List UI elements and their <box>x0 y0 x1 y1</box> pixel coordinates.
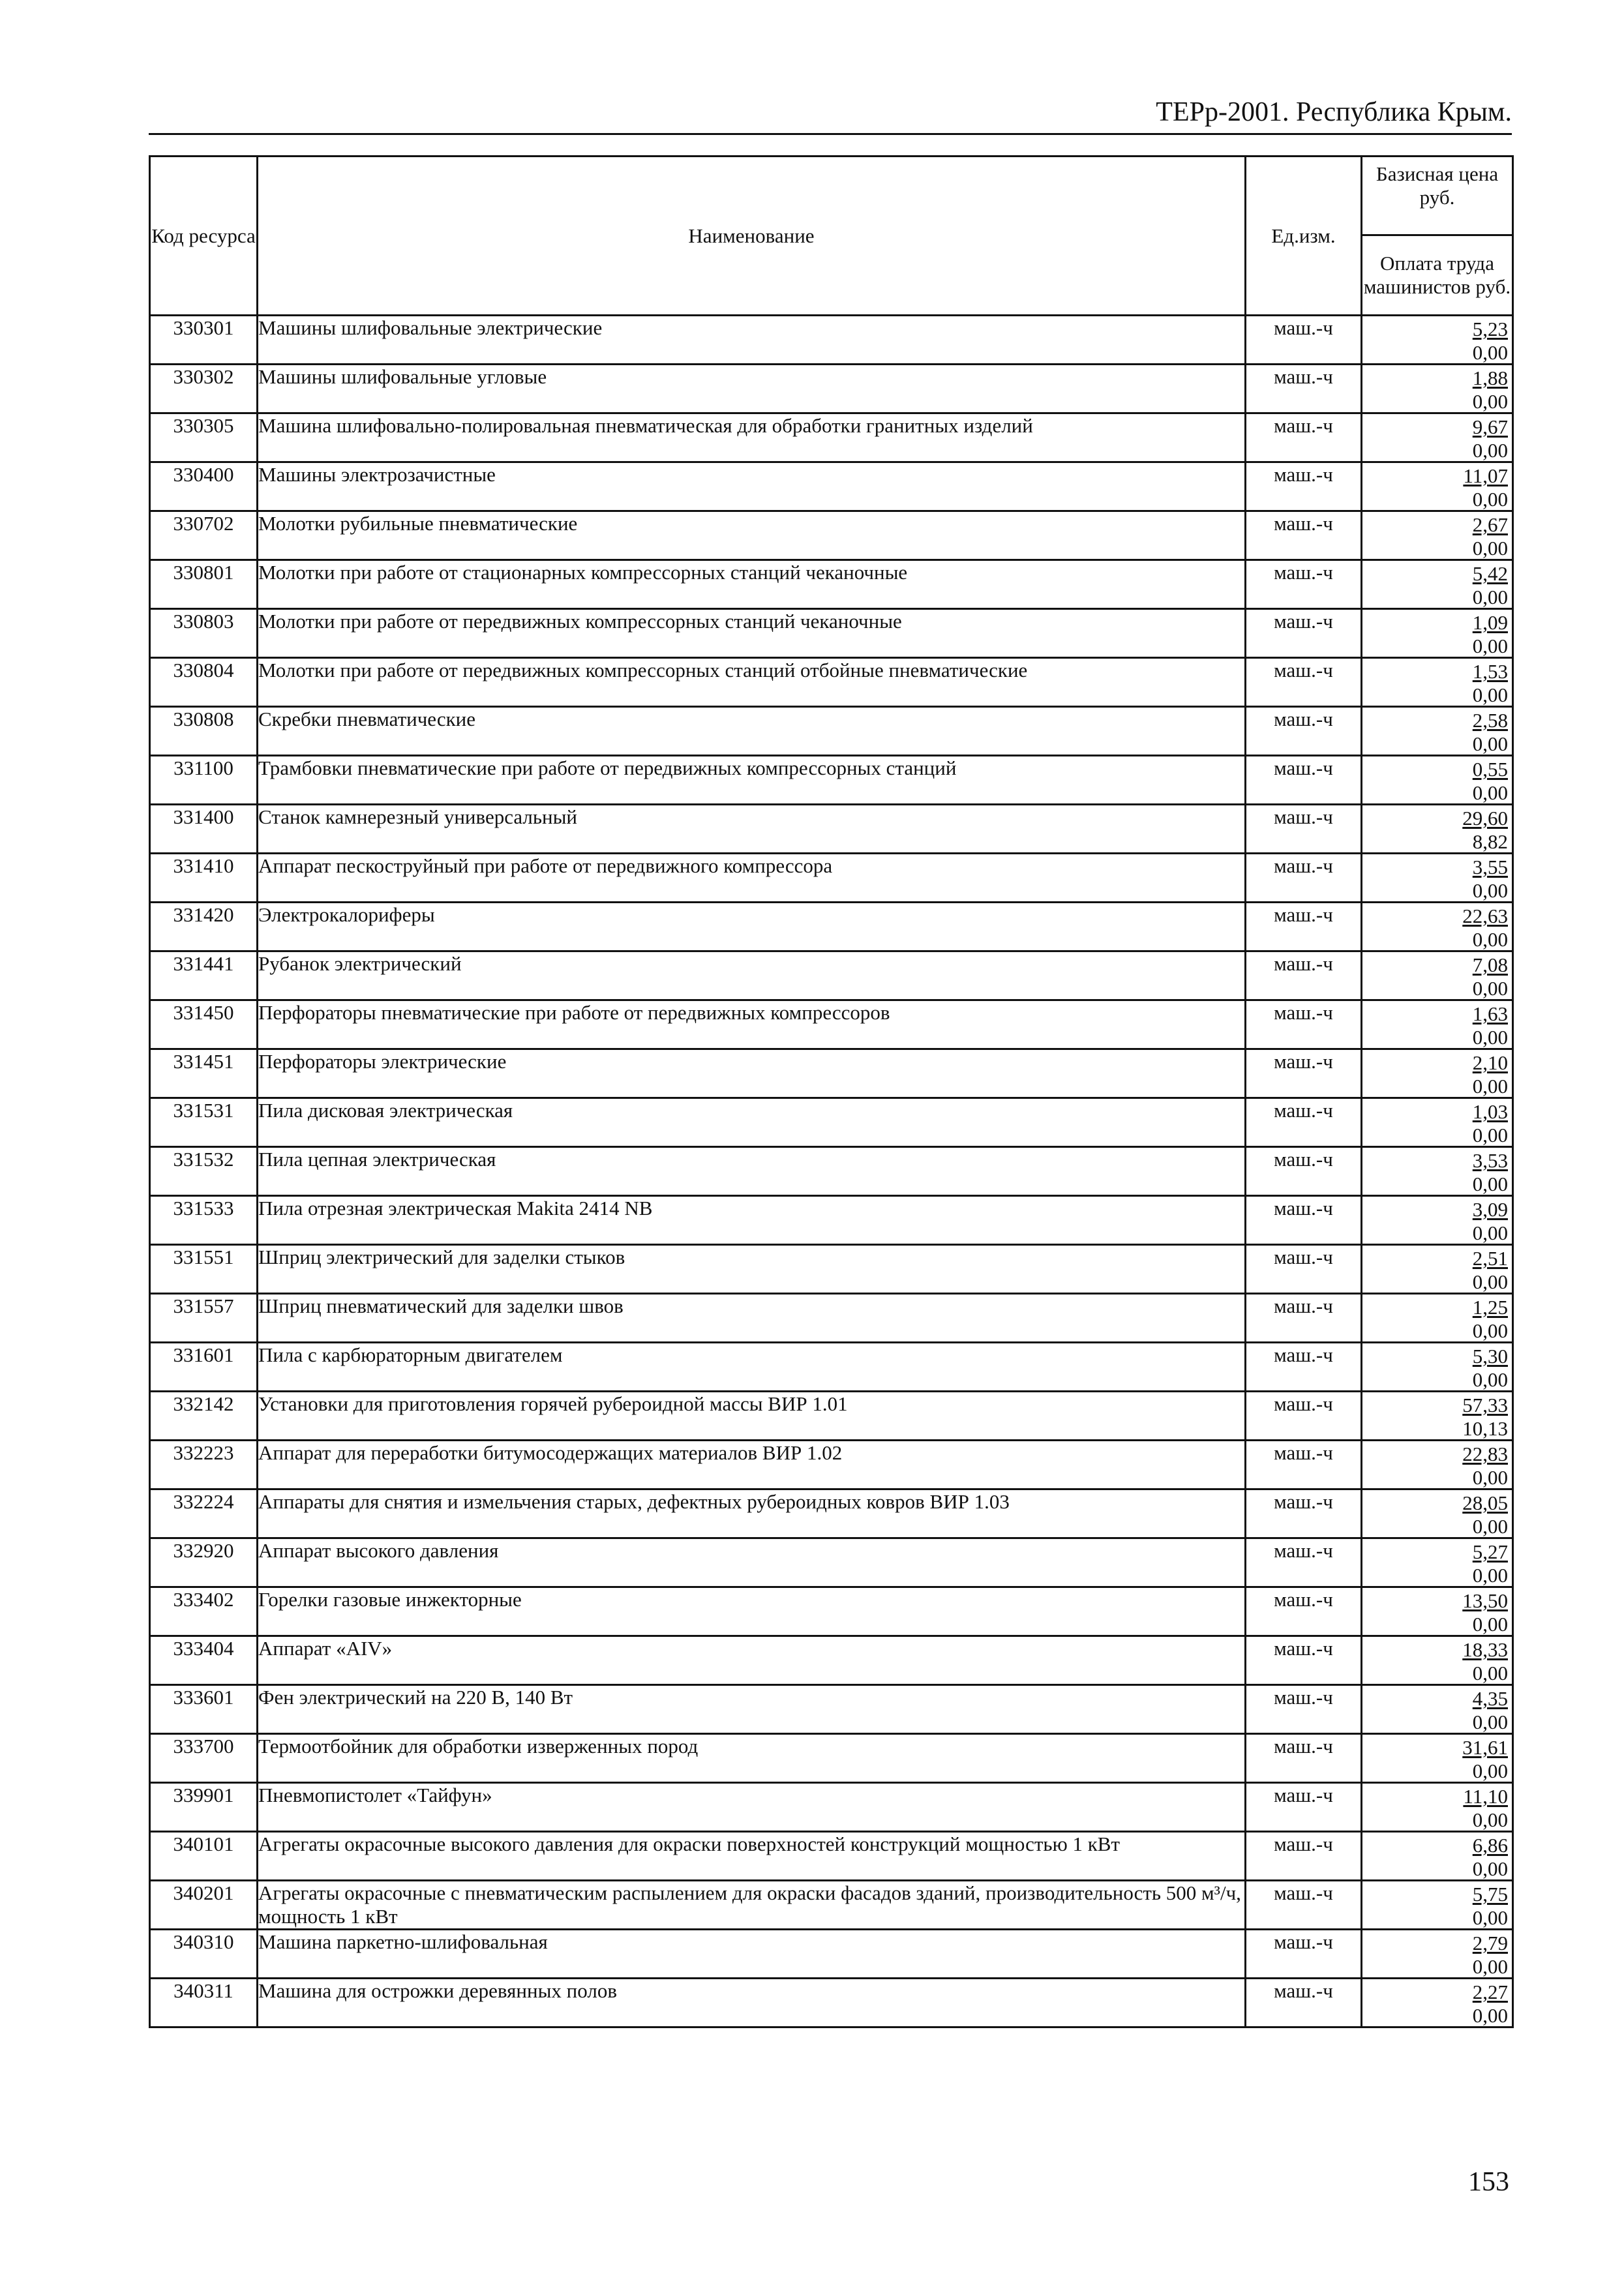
resource-code: 331532 <box>150 1147 258 1196</box>
resource-code: 333404 <box>150 1636 258 1685</box>
base-price-value: 2,79 <box>1472 1932 1508 1954</box>
resource-code: 332223 <box>150 1441 258 1489</box>
resource-name: Трамбовки пневматические при работе от передвижных компрессорных станций <box>258 756 1246 805</box>
price-cell <box>1362 903 1513 951</box>
base-price-value: 5,27 <box>1472 1540 1508 1563</box>
resource-name: Термоотбойник для обработки изверженных пород <box>258 1734 1246 1783</box>
unit-of-measure: маш.-ч <box>1246 1979 1362 2027</box>
table-row <box>150 1147 1513 1196</box>
price-cell <box>1362 1343 1513 1392</box>
labor-cost-value: 0,00 <box>1472 1368 1508 1391</box>
unit-of-measure: маш.-ч <box>1246 1343 1362 1392</box>
labor-cost-value: 0,00 <box>1472 488 1508 511</box>
unit-of-measure: маш.-ч <box>1246 1147 1362 1196</box>
labor-cost-value: 0,00 <box>1472 1466 1508 1489</box>
base-price-value: 28,05 <box>1462 1491 1508 1514</box>
resource-code: 340101 <box>150 1832 258 1881</box>
table-row <box>150 1489 1513 1538</box>
column-header-name: Наименование <box>258 157 1246 316</box>
labor-cost-value: 0,00 <box>1472 977 1508 1000</box>
price-cell <box>1362 1979 1513 2027</box>
base-price-value: 22,63 <box>1462 905 1508 927</box>
resource-name: Шприц пневматический для заделки швов <box>258 1294 1246 1343</box>
labor-cost-value: 0,00 <box>1472 537 1508 560</box>
base-price-value: 1,53 <box>1472 660 1508 683</box>
table-row <box>150 854 1513 903</box>
resource-code: 333402 <box>150 1587 258 1636</box>
resource-code: 340201 <box>150 1881 258 1930</box>
base-price-value: 31,61 <box>1462 1736 1508 1759</box>
resource-name: Молотки при работе от передвижных компрессорных станций отбойные пневматические <box>258 658 1246 707</box>
resource-name: Пила с карбюраторным двигателем <box>258 1343 1246 1392</box>
resource-code: 330400 <box>150 462 258 511</box>
base-price-value: 29,60 <box>1462 807 1508 830</box>
labor-cost-value: 0,00 <box>1472 1221 1508 1244</box>
price-cell <box>1362 1392 1513 1441</box>
resource-code: 333601 <box>150 1685 258 1734</box>
resource-name: Пила отрезная электрическая Makita 2414 NB <box>258 1196 1246 1245</box>
resource-code: 340311 <box>150 1979 258 2027</box>
labor-cost-value: 0,00 <box>1472 732 1508 755</box>
resource-name: Шприц электрический для заделки стыков <box>258 1245 1246 1294</box>
price-cell <box>1362 805 1513 854</box>
price-cell <box>1362 1441 1513 1489</box>
base-price-value: 0,55 <box>1472 758 1508 781</box>
labor-cost-value: 0,00 <box>1472 1515 1508 1538</box>
unit-of-measure: маш.-ч <box>1246 756 1362 805</box>
resource-code: 331601 <box>150 1343 258 1392</box>
price-cell <box>1362 1196 1513 1245</box>
labor-cost-value: 0,00 <box>1472 1319 1508 1342</box>
resource-code: 331551 <box>150 1245 258 1294</box>
unit-of-measure: маш.-ч <box>1246 951 1362 1000</box>
resource-name: Машина шлифовально-полировальная пневматическая для обработки гранитных изделий <box>258 413 1246 462</box>
base-price-value: 1,63 <box>1472 1002 1508 1025</box>
price-cell <box>1362 1000 1513 1049</box>
running-header: ТЕРр-2001. Республика Крым. <box>1156 97 1512 127</box>
table-row <box>150 1636 1513 1685</box>
labor-cost-value: 0,00 <box>1472 683 1508 706</box>
labor-cost-value: 0,00 <box>1472 1808 1508 1831</box>
table-row <box>150 1979 1513 2027</box>
table-row <box>150 1930 1513 1979</box>
base-price-value: 11,07 <box>1463 464 1508 487</box>
resource-name: Машины шлифовальные угловые <box>258 365 1246 413</box>
resource-code: 330302 <box>150 365 258 413</box>
resource-code: 330305 <box>150 413 258 462</box>
resource-name: Агрегаты окрасочные высокого давления для окраски поверхностей конструкций мощностью 1 кВт <box>258 1832 1246 1881</box>
table-row <box>150 1441 1513 1489</box>
table-row <box>150 1245 1513 1294</box>
unit-of-measure: маш.-ч <box>1246 805 1362 854</box>
resource-name: Установки для приготовления горячей рубероидной массы ВИР 1.01 <box>258 1392 1246 1441</box>
resource-code: 331100 <box>150 756 258 805</box>
price-cell <box>1362 1049 1513 1098</box>
resource-name: Аппарат «AIV» <box>258 1636 1246 1685</box>
price-cell <box>1362 1832 1513 1881</box>
base-price-value: 2,51 <box>1472 1247 1508 1270</box>
base-price-value: 6,86 <box>1472 1834 1508 1857</box>
table-row <box>150 1881 1513 1930</box>
base-price-value: 1,09 <box>1472 611 1508 634</box>
resource-code: 330803 <box>150 609 258 658</box>
resource-name: Агрегаты окрасочные с пневматическим распылением для окраски фасадов зданий, производительность 500 м³/ч, мощность 1 кВт <box>258 1881 1246 1930</box>
column-header-base-price: Базисная цена руб. <box>1362 157 1513 235</box>
resource-name: Пила дисковая электрическая <box>258 1098 1246 1147</box>
unit-of-measure: маш.-ч <box>1246 1734 1362 1783</box>
table-row <box>150 1000 1513 1049</box>
labor-cost-value: 0,00 <box>1472 1613 1508 1636</box>
page-number: 153 <box>1468 2167 1509 2197</box>
resource-name: Пила цепная электрическая <box>258 1147 1246 1196</box>
unit-of-measure: маш.-ч <box>1246 1685 1362 1734</box>
price-cell <box>1362 1245 1513 1294</box>
price-cell <box>1362 1098 1513 1147</box>
labor-cost-value: 10,13 <box>1462 1417 1508 1440</box>
labor-cost-value: 0,00 <box>1472 1955 1508 1978</box>
price-cell <box>1362 756 1513 805</box>
resource-code: 331557 <box>150 1294 258 1343</box>
resource-name: Станок камнерезный универсальный <box>258 805 1246 854</box>
table-row <box>150 1343 1513 1392</box>
labor-cost-value: 0,00 <box>1472 1711 1508 1733</box>
unit-of-measure: маш.-ч <box>1246 854 1362 903</box>
price-cell <box>1362 1587 1513 1636</box>
base-price-value: 2,27 <box>1472 1981 1508 2003</box>
labor-cost-value: 0,00 <box>1472 928 1508 951</box>
column-header-code: Код ресурса <box>150 157 258 316</box>
labor-cost-value: 0,00 <box>1472 1759 1508 1782</box>
resource-code: 333700 <box>150 1734 258 1783</box>
resource-code: 331531 <box>150 1098 258 1147</box>
resource-code: 331441 <box>150 951 258 1000</box>
labor-cost-value: 0,00 <box>1472 341 1508 364</box>
resource-code: 330301 <box>150 316 258 365</box>
price-cell <box>1362 658 1513 707</box>
resource-name: Аппарат высокого давления <box>258 1538 1246 1587</box>
resource-name: Горелки газовые инжекторные <box>258 1587 1246 1636</box>
table-row <box>150 462 1513 511</box>
price-cell <box>1362 1489 1513 1538</box>
table-row <box>150 1049 1513 1098</box>
resource-name: Фен электрический на 220 В, 140 Вт <box>258 1685 1246 1734</box>
resource-name: Аппараты для снятия и измельчения старых, дефектных рубероидных ковров ВИР 1.03 <box>258 1489 1246 1538</box>
price-cell <box>1362 1147 1513 1196</box>
labor-cost-value: 0,00 <box>1472 586 1508 608</box>
price-cell <box>1362 1294 1513 1343</box>
base-price-value: 2,58 <box>1472 709 1508 732</box>
resource-code: 339901 <box>150 1783 258 1832</box>
price-cell <box>1362 1538 1513 1587</box>
labor-cost-value: 0,00 <box>1472 1270 1508 1293</box>
price-cell <box>1362 316 1513 365</box>
table-row <box>150 1685 1513 1734</box>
labor-cost-value: 0,00 <box>1472 1075 1508 1098</box>
price-cell <box>1362 951 1513 1000</box>
base-price-value: 2,67 <box>1472 513 1508 536</box>
unit-of-measure: маш.-ч <box>1246 413 1362 462</box>
resource-name: Молотки рубильные пневматические <box>258 511 1246 560</box>
base-price-value: 3,53 <box>1472 1149 1508 1172</box>
unit-of-measure: маш.-ч <box>1246 1538 1362 1587</box>
base-price-value: 9,67 <box>1472 415 1508 438</box>
table-row <box>150 413 1513 462</box>
table-row <box>150 1538 1513 1587</box>
labor-cost-value: 0,00 <box>1472 781 1508 804</box>
header-rule <box>149 133 1512 135</box>
price-cell <box>1362 560 1513 609</box>
base-price-value: 22,83 <box>1462 1443 1508 1465</box>
labor-cost-value: 0,00 <box>1472 2004 1508 2027</box>
unit-of-measure: маш.-ч <box>1246 609 1362 658</box>
resource-name: Пневмопистолет «Тайфун» <box>258 1783 1246 1832</box>
table-row <box>150 903 1513 951</box>
base-price-value: 5,42 <box>1472 562 1508 585</box>
labor-cost-value: 8,82 <box>1472 830 1508 853</box>
price-cell <box>1362 1783 1513 1832</box>
resource-code: 330801 <box>150 560 258 609</box>
resource-name: Скребки пневматические <box>258 707 1246 756</box>
labor-cost-value: 0,00 <box>1472 1857 1508 1880</box>
resource-name: Молотки при работе от передвижных компрессорных станций чеканочные <box>258 609 1246 658</box>
unit-of-measure: маш.-ч <box>1246 1196 1362 1245</box>
unit-of-measure: маш.-ч <box>1246 1294 1362 1343</box>
unit-of-measure: маш.-ч <box>1246 1587 1362 1636</box>
resource-name: Аппарат пескоструйный при работе от передвижного компрессора <box>258 854 1246 903</box>
table-row <box>150 1098 1513 1147</box>
unit-of-measure: маш.-ч <box>1246 1489 1362 1538</box>
unit-of-measure: маш.-ч <box>1246 1441 1362 1489</box>
price-cell <box>1362 1685 1513 1734</box>
base-price-value: 3,55 <box>1472 856 1508 878</box>
table-row <box>150 316 1513 365</box>
unit-of-measure: маш.-ч <box>1246 1098 1362 1147</box>
labor-cost-value: 0,00 <box>1472 1564 1508 1587</box>
resource-code: 331451 <box>150 1049 258 1098</box>
base-price-value: 5,30 <box>1472 1345 1508 1368</box>
resource-name: Рубанок электрический <box>258 951 1246 1000</box>
base-price-value: 1,88 <box>1472 367 1508 389</box>
base-price-value: 18,33 <box>1462 1638 1508 1661</box>
unit-of-measure: маш.-ч <box>1246 658 1362 707</box>
table-row <box>150 756 1513 805</box>
base-price-value: 5,23 <box>1472 318 1508 340</box>
unit-of-measure: маш.-ч <box>1246 707 1362 756</box>
unit-of-measure: маш.-ч <box>1246 1000 1362 1049</box>
labor-cost-value: 0,00 <box>1472 1026 1508 1049</box>
labor-cost-value: 0,00 <box>1472 635 1508 657</box>
base-price-value: 13,50 <box>1462 1589 1508 1612</box>
table-row <box>150 1392 1513 1441</box>
resource-code: 340310 <box>150 1930 258 1979</box>
resource-code: 330808 <box>150 707 258 756</box>
resource-code: 332224 <box>150 1489 258 1538</box>
table-row <box>150 951 1513 1000</box>
unit-of-measure: маш.-ч <box>1246 462 1362 511</box>
price-cell <box>1362 413 1513 462</box>
table-row <box>150 609 1513 658</box>
resource-code: 330702 <box>150 511 258 560</box>
base-price-value: 5,75 <box>1472 1883 1508 1906</box>
table-row <box>150 658 1513 707</box>
resource-code: 332142 <box>150 1392 258 1441</box>
table-row <box>150 707 1513 756</box>
unit-of-measure: маш.-ч <box>1246 316 1362 365</box>
base-price-value: 57,33 <box>1462 1394 1508 1416</box>
resource-name: Молотки при работе от стационарных компрессорных станций чеканочные <box>258 560 1246 609</box>
resource-name: Машина паркетно-шлифовальная <box>258 1930 1246 1979</box>
unit-of-measure: маш.-ч <box>1246 511 1362 560</box>
price-cell <box>1362 511 1513 560</box>
resource-code: 331400 <box>150 805 258 854</box>
resource-name: Электрокалориферы <box>258 903 1246 951</box>
price-cell <box>1362 1636 1513 1685</box>
price-cell <box>1362 1881 1513 1930</box>
table-row <box>150 1783 1513 1832</box>
resource-name: Машины электрозачистные <box>258 462 1246 511</box>
base-price-value: 1,03 <box>1472 1100 1508 1123</box>
table-row <box>150 805 1513 854</box>
table-row <box>150 1734 1513 1783</box>
labor-cost-value: 0,00 <box>1472 1906 1508 1929</box>
table-body <box>150 316 1513 2027</box>
resource-name: Машина для острожки деревянных полов <box>258 1979 1246 2027</box>
unit-of-measure: маш.-ч <box>1246 560 1362 609</box>
resource-code: 331450 <box>150 1000 258 1049</box>
resource-code: 331410 <box>150 854 258 903</box>
labor-cost-value: 0,00 <box>1472 439 1508 462</box>
unit-of-measure: маш.-ч <box>1246 1930 1362 1979</box>
table-row <box>150 560 1513 609</box>
unit-of-measure: маш.-ч <box>1246 365 1362 413</box>
table-row <box>150 511 1513 560</box>
column-header-unit: Ед.изм. <box>1246 157 1362 316</box>
unit-of-measure: маш.-ч <box>1246 1881 1362 1930</box>
resource-name: Машины шлифовальные электрические <box>258 316 1246 365</box>
price-cell <box>1362 1734 1513 1783</box>
table-row <box>150 1832 1513 1881</box>
price-cell <box>1362 609 1513 658</box>
resource-name: Перфораторы электрические <box>258 1049 1246 1098</box>
base-price-value: 7,08 <box>1472 953 1508 976</box>
table-row <box>150 1294 1513 1343</box>
resource-price-table <box>149 155 1514 2028</box>
unit-of-measure: маш.-ч <box>1246 1049 1362 1098</box>
table-row <box>150 1196 1513 1245</box>
price-cell <box>1362 854 1513 903</box>
resource-code: 332920 <box>150 1538 258 1587</box>
base-price-value: 2,10 <box>1472 1051 1508 1074</box>
base-price-value: 1,25 <box>1472 1296 1508 1319</box>
unit-of-measure: маш.-ч <box>1246 1245 1362 1294</box>
resource-code: 331533 <box>150 1196 258 1245</box>
labor-cost-value: 0,00 <box>1472 1173 1508 1195</box>
labor-cost-value: 0,00 <box>1472 1662 1508 1684</box>
price-cell <box>1362 707 1513 756</box>
table-row <box>150 365 1513 413</box>
table-row <box>150 1587 1513 1636</box>
price-cell <box>1362 462 1513 511</box>
resource-name: Перфораторы пневматические при работе от передвижных компрессоров <box>258 1000 1246 1049</box>
unit-of-measure: маш.-ч <box>1246 1636 1362 1685</box>
unit-of-measure: маш.-ч <box>1246 1832 1362 1881</box>
unit-of-measure: маш.-ч <box>1246 1392 1362 1441</box>
labor-cost-value: 0,00 <box>1472 390 1508 413</box>
labor-cost-value: 0,00 <box>1472 1124 1508 1146</box>
resource-name: Аппарат для переработки битумосодержащих материалов ВИР 1.02 <box>258 1441 1246 1489</box>
resource-code: 330804 <box>150 658 258 707</box>
base-price-value: 3,09 <box>1472 1198 1508 1221</box>
resource-code: 331420 <box>150 903 258 951</box>
base-price-value: 4,35 <box>1472 1687 1508 1710</box>
price-cell <box>1362 1930 1513 1979</box>
unit-of-measure: маш.-ч <box>1246 1783 1362 1832</box>
labor-cost-value: 0,00 <box>1472 879 1508 902</box>
column-header-labor: Оплата труда машинистов руб. <box>1362 235 1513 316</box>
base-price-value: 11,10 <box>1463 1785 1508 1808</box>
unit-of-measure: маш.-ч <box>1246 903 1362 951</box>
price-cell <box>1362 365 1513 413</box>
